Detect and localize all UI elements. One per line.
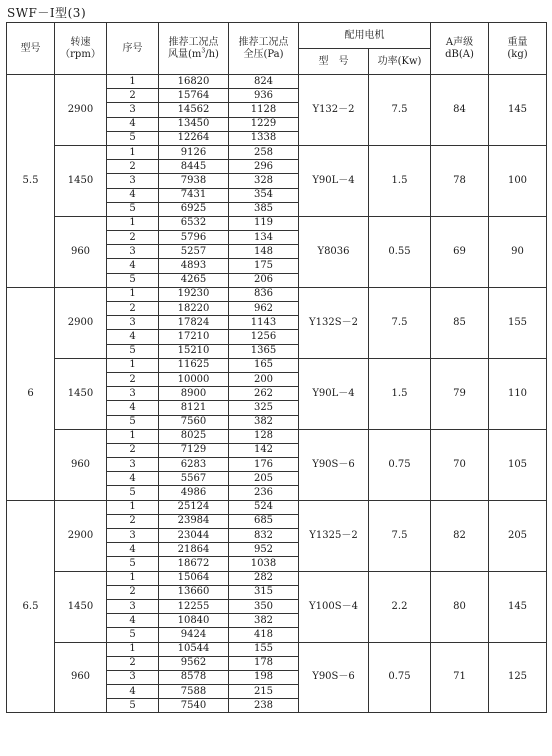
cell-flow: 25124 xyxy=(159,500,229,514)
cell-seq: 2 xyxy=(107,514,159,528)
cell-pressure: 1365 xyxy=(229,344,299,358)
cell-seq: 2 xyxy=(107,372,159,386)
cell-pressure: 1338 xyxy=(229,131,299,145)
cell-seq: 3 xyxy=(107,458,159,472)
cell-flow: 12264 xyxy=(159,131,229,145)
cell-motor-model: Y1325－2 xyxy=(299,500,369,571)
cell-seq: 1 xyxy=(107,571,159,585)
cell-flow: 8121 xyxy=(159,401,229,415)
cell-pressure: 258 xyxy=(229,145,299,159)
cell-speed: 1450 xyxy=(55,358,107,429)
header-noise: A声级 dB(A) xyxy=(431,23,489,75)
cell-pressure: 206 xyxy=(229,273,299,287)
cell-flow: 6283 xyxy=(159,458,229,472)
cell-noise: 78 xyxy=(431,145,489,216)
cell-speed: 2900 xyxy=(55,75,107,146)
cell-seq: 5 xyxy=(107,131,159,145)
cell-flow: 23044 xyxy=(159,529,229,543)
cell-seq: 1 xyxy=(107,216,159,230)
cell-motor-power: 0.75 xyxy=(369,642,431,713)
cell-motor-power: 1.5 xyxy=(369,358,431,429)
cell-motor-model: Y132－2 xyxy=(299,75,369,146)
cell-seq: 5 xyxy=(107,557,159,571)
cell-flow: 15210 xyxy=(159,344,229,358)
page-title: SWF－Ⅰ型(3) xyxy=(7,6,87,20)
cell-weight: 110 xyxy=(489,358,547,429)
cell-seq: 3 xyxy=(107,599,159,613)
cell-seq: 4 xyxy=(107,330,159,344)
cell-weight: 125 xyxy=(489,642,547,713)
cell-pressure: 836 xyxy=(229,287,299,301)
cell-weight: 205 xyxy=(489,500,547,571)
cell-seq: 3 xyxy=(107,670,159,684)
cell-pressure: 315 xyxy=(229,585,299,599)
cell-seq: 4 xyxy=(107,259,159,273)
cell-flow: 9424 xyxy=(159,628,229,642)
cell-pressure: 236 xyxy=(229,486,299,500)
cell-flow: 10544 xyxy=(159,642,229,656)
cell-model: 5.5 xyxy=(7,75,55,288)
header-motor-model: 型 号 xyxy=(299,49,369,75)
cell-seq: 2 xyxy=(107,302,159,316)
header-weight: 重量 (kg) xyxy=(489,23,547,75)
cell-flow: 8445 xyxy=(159,160,229,174)
cell-speed: 960 xyxy=(55,642,107,713)
table-row xyxy=(7,287,547,301)
cell-pressure: 128 xyxy=(229,429,299,443)
spec-table xyxy=(6,22,547,713)
cell-pressure: 200 xyxy=(229,372,299,386)
cell-pressure: 176 xyxy=(229,458,299,472)
cell-flow: 7938 xyxy=(159,174,229,188)
cell-pressure: 382 xyxy=(229,415,299,429)
cell-motor-model: Y90L－4 xyxy=(299,145,369,216)
cell-pressure: 175 xyxy=(229,259,299,273)
table-row xyxy=(7,75,547,89)
cell-seq: 5 xyxy=(107,202,159,216)
cell-pressure: 832 xyxy=(229,529,299,543)
cell-flow: 7560 xyxy=(159,415,229,429)
cell-pressure: 178 xyxy=(229,656,299,670)
cell-seq: 4 xyxy=(107,401,159,415)
cell-motor-power: 0.75 xyxy=(369,429,431,500)
cell-weight: 145 xyxy=(489,571,547,642)
cell-flow: 16820 xyxy=(159,75,229,89)
cell-seq: 4 xyxy=(107,614,159,628)
cell-weight: 90 xyxy=(489,216,547,287)
cell-flow: 15764 xyxy=(159,89,229,103)
cell-seq: 3 xyxy=(107,529,159,543)
cell-flow: 10000 xyxy=(159,372,229,386)
cell-pressure: 262 xyxy=(229,387,299,401)
cell-flow: 19230 xyxy=(159,287,229,301)
cell-pressure: 215 xyxy=(229,685,299,699)
cell-pressure: 1229 xyxy=(229,117,299,131)
spec-table-body xyxy=(7,75,547,713)
cell-flow: 5796 xyxy=(159,231,229,245)
cell-seq: 5 xyxy=(107,415,159,429)
cell-noise: 79 xyxy=(431,358,489,429)
cell-flow: 15064 xyxy=(159,571,229,585)
cell-weight: 105 xyxy=(489,429,547,500)
cell-seq: 2 xyxy=(107,231,159,245)
table-row xyxy=(7,216,547,230)
cell-flow: 11625 xyxy=(159,358,229,372)
cell-motor-model: Y8036 xyxy=(299,216,369,287)
cell-motor-power: 7.5 xyxy=(369,75,431,146)
cell-motor-model: Y100S－4 xyxy=(299,571,369,642)
cell-flow: 12255 xyxy=(159,599,229,613)
cell-flow: 9126 xyxy=(159,145,229,159)
cell-flow: 8578 xyxy=(159,670,229,684)
header-speed: 转速 （rpm） xyxy=(55,23,107,75)
cell-seq: 5 xyxy=(107,486,159,500)
cell-flow: 5257 xyxy=(159,245,229,259)
table-row xyxy=(7,358,547,372)
cell-seq: 2 xyxy=(107,656,159,670)
cell-seq: 1 xyxy=(107,287,159,301)
cell-pressure: 148 xyxy=(229,245,299,259)
table-row xyxy=(7,571,547,585)
cell-flow: 13660 xyxy=(159,585,229,599)
cell-seq: 4 xyxy=(107,188,159,202)
cell-noise: 70 xyxy=(431,429,489,500)
cell-flow: 17824 xyxy=(159,316,229,330)
cell-seq: 4 xyxy=(107,543,159,557)
cell-pressure: 524 xyxy=(229,500,299,514)
cell-motor-power: 7.5 xyxy=(369,500,431,571)
cell-weight: 145 xyxy=(489,75,547,146)
cell-flow: 4265 xyxy=(159,273,229,287)
cell-pressure: 1143 xyxy=(229,316,299,330)
cell-flow: 4986 xyxy=(159,486,229,500)
cell-pressure: 119 xyxy=(229,216,299,230)
cell-noise: 84 xyxy=(431,75,489,146)
cell-weight: 155 xyxy=(489,287,547,358)
cell-flow: 18220 xyxy=(159,302,229,316)
cell-pressure: 354 xyxy=(229,188,299,202)
table-row xyxy=(7,642,547,656)
cell-pressure: 328 xyxy=(229,174,299,188)
header-rec-flow: 推荐工况点 风量$(m^3/h)$ xyxy=(159,23,229,75)
cell-motor-power: 7.5 xyxy=(369,287,431,358)
cell-motor-model: Y90L－4 xyxy=(299,358,369,429)
header-motor-power: 功率(Kw) xyxy=(369,49,431,75)
cell-seq: 5 xyxy=(107,628,159,642)
cell-motor-model: Y90S－6 xyxy=(299,642,369,713)
cell-weight: 100 xyxy=(489,145,547,216)
cell-flow: 18672 xyxy=(159,557,229,571)
cell-seq: 1 xyxy=(107,429,159,443)
cell-pressure: 936 xyxy=(229,89,299,103)
cell-pressure: 142 xyxy=(229,443,299,457)
cell-pressure: 165 xyxy=(229,358,299,372)
header-motor: 配用电机 xyxy=(299,23,431,49)
cell-motor-power: 2.2 xyxy=(369,571,431,642)
cell-flow: 7431 xyxy=(159,188,229,202)
cell-flow: 9562 xyxy=(159,656,229,670)
header-model: 型号 xyxy=(7,23,55,75)
cell-flow: 4893 xyxy=(159,259,229,273)
cell-noise: 82 xyxy=(431,500,489,571)
cell-pressure: 824 xyxy=(229,75,299,89)
cell-speed: 960 xyxy=(55,429,107,500)
cell-motor-model: Y132S－2 xyxy=(299,287,369,358)
cell-pressure: 382 xyxy=(229,614,299,628)
cell-noise: 85 xyxy=(431,287,489,358)
cell-noise: 71 xyxy=(431,642,489,713)
cell-seq: 5 xyxy=(107,344,159,358)
header-rec-pressure: 推荐工况点 全压(Pa) xyxy=(229,23,299,75)
cell-flow: 5567 xyxy=(159,472,229,486)
cell-flow: 13450 xyxy=(159,117,229,131)
cell-seq: 1 xyxy=(107,145,159,159)
cell-seq: 3 xyxy=(107,103,159,117)
cell-speed: 1450 xyxy=(55,571,107,642)
table-row xyxy=(7,500,547,514)
cell-seq: 3 xyxy=(107,316,159,330)
cell-pressure: 962 xyxy=(229,302,299,316)
cell-flow: 17210 xyxy=(159,330,229,344)
cell-speed: 2900 xyxy=(55,287,107,358)
cell-seq: 3 xyxy=(107,174,159,188)
cell-pressure: 418 xyxy=(229,628,299,642)
cell-motor-power: 0.55 xyxy=(369,216,431,287)
cell-pressure: 350 xyxy=(229,599,299,613)
cell-flow: 7588 xyxy=(159,685,229,699)
cell-noise: 69 xyxy=(431,216,489,287)
cell-pressure: 205 xyxy=(229,472,299,486)
cell-seq: 2 xyxy=(107,160,159,174)
cell-pressure: 238 xyxy=(229,699,299,713)
cell-pressure: 385 xyxy=(229,202,299,216)
cell-motor-power: 1.5 xyxy=(369,145,431,216)
cell-flow: 14562 xyxy=(159,103,229,117)
cell-seq: 2 xyxy=(107,443,159,457)
cell-flow: 21864 xyxy=(159,543,229,557)
cell-motor-model: Y90S－6 xyxy=(299,429,369,500)
cell-pressure: 1038 xyxy=(229,557,299,571)
cell-model: 6 xyxy=(7,287,55,500)
cell-seq: 3 xyxy=(107,245,159,259)
table-row xyxy=(7,429,547,443)
cell-seq: 2 xyxy=(107,89,159,103)
cell-pressure: 134 xyxy=(229,231,299,245)
cell-pressure: 1256 xyxy=(229,330,299,344)
cell-seq: 2 xyxy=(107,585,159,599)
cell-seq: 5 xyxy=(107,699,159,713)
cell-pressure: 685 xyxy=(229,514,299,528)
cell-pressure: 952 xyxy=(229,543,299,557)
header-seq: 序号 xyxy=(107,23,159,75)
cell-speed: 1450 xyxy=(55,145,107,216)
cell-seq: 3 xyxy=(107,387,159,401)
cell-model: 6.5 xyxy=(7,500,55,713)
cell-pressure: 325 xyxy=(229,401,299,415)
cell-flow: 7129 xyxy=(159,443,229,457)
cell-pressure: 1128 xyxy=(229,103,299,117)
cell-seq: 1 xyxy=(107,75,159,89)
cell-flow: 8900 xyxy=(159,387,229,401)
cell-pressure: 296 xyxy=(229,160,299,174)
cell-seq: 1 xyxy=(107,642,159,656)
cell-flow: 7540 xyxy=(159,699,229,713)
cell-seq: 4 xyxy=(107,472,159,486)
cell-flow: 8025 xyxy=(159,429,229,443)
cell-seq: 4 xyxy=(107,117,159,131)
cell-pressure: 155 xyxy=(229,642,299,656)
cell-speed: 960 xyxy=(55,216,107,287)
cell-flow: 23984 xyxy=(159,514,229,528)
cell-flow: 10840 xyxy=(159,614,229,628)
cell-seq: 4 xyxy=(107,685,159,699)
cell-seq: 5 xyxy=(107,273,159,287)
cell-seq: 1 xyxy=(107,358,159,372)
cell-noise: 80 xyxy=(431,571,489,642)
cell-flow: 6925 xyxy=(159,202,229,216)
cell-seq: 1 xyxy=(107,500,159,514)
cell-pressure: 282 xyxy=(229,571,299,585)
cell-pressure: 198 xyxy=(229,670,299,684)
cell-speed: 2900 xyxy=(55,500,107,571)
cell-flow: 6532 xyxy=(159,216,229,230)
table-row xyxy=(7,145,547,159)
